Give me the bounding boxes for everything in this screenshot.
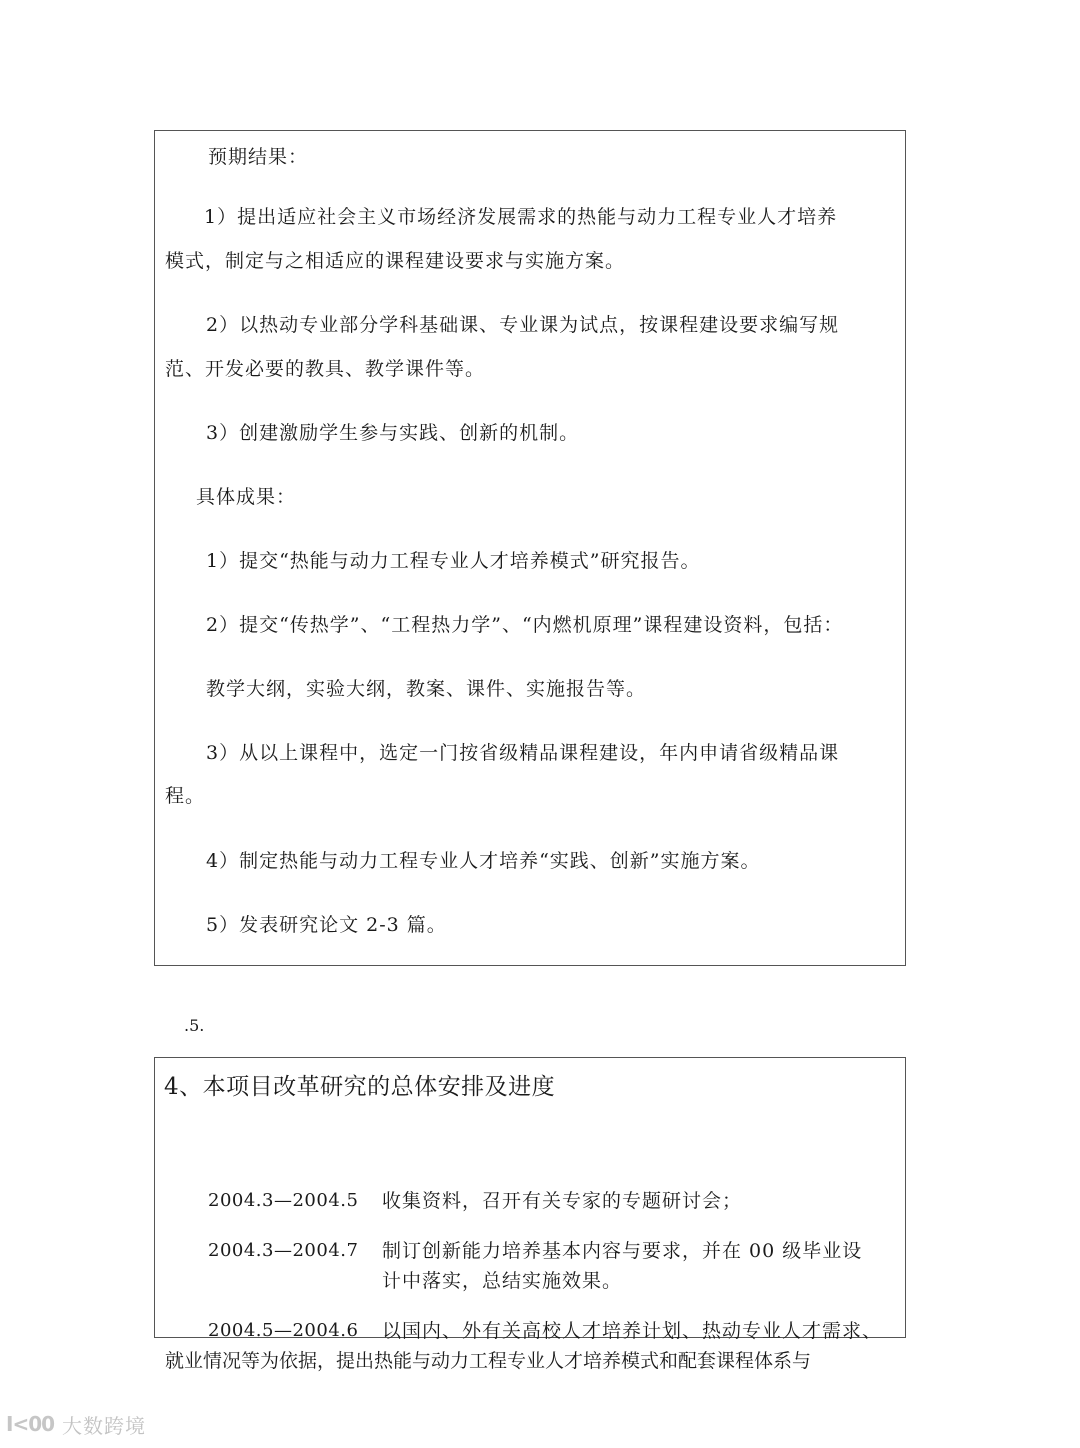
concrete-results-heading: 具体成果：: [196, 486, 297, 508]
concrete-item-3-line-1: 3）从以上课程中，选定一门按省级精品课程建设，年内申请省级精品课: [206, 742, 840, 764]
schedule-heading: 4、本项目改革研究的总体安排及进度: [164, 1074, 556, 1100]
concrete-item-4: 4）制定热能与动力工程专业人才培养“实践、创新”实施方案。: [206, 850, 761, 872]
schedule-item-3-date: 2004.5—2004.6: [208, 1320, 359, 1341]
schedule-item-2-text-line-2: 计中落实，总结实施效果。: [382, 1270, 623, 1292]
schedule-item-2-text-line-1: 制订创新能力培养基本内容与要求，并在 00 级毕业设: [382, 1240, 863, 1262]
concrete-item-3-line-2: 程。: [165, 785, 206, 807]
expected-item-1-line-2: 模式，制定与之相适应的课程建设要求与实施方案。: [165, 250, 626, 272]
schedule-item-2-date: 2004.3—2004.7: [208, 1240, 359, 1261]
concrete-item-2-line-1: 2）提交“传热学”、“工程热力学”、“内燃机原理”课程建设资料，包括：: [206, 614, 844, 636]
schedule-item-1-date: 2004.3—2004.5: [208, 1190, 359, 1211]
schedule-item-1-text: 收集资料，召开有关专家的专题研讨会；: [382, 1190, 743, 1212]
watermark-logo-icon: I<00: [6, 1412, 55, 1436]
expected-item-3: 3）创建激励学生参与实践、创新的机制。: [206, 422, 580, 444]
schedule-item-3-text-line-2: 就业情况等为依据，提出热能与动力工程专业人才培养模式和配套课程体系与: [165, 1350, 812, 1372]
watermark-text: 大数跨境: [62, 1413, 147, 1438]
page-number: .5.: [184, 1016, 205, 1035]
watermark: [6, 1410, 146, 1438]
concrete-item-1: 1）提交“热能与动力工程专业人才培养模式”研究报告。: [206, 550, 701, 572]
schedule-item-3-text-line-1: 以国内、外有关高校人才培养计划、热动专业人才需求、: [382, 1320, 883, 1342]
concrete-item-5: 5）发表研究论文 2-3 篇。: [206, 914, 447, 936]
expected-item-2-line-1: 2）以热动专业部分学科基础课、专业课为试点，按课程建设要求编写规: [206, 314, 840, 336]
expected-results-heading: 预期结果：: [208, 146, 309, 168]
expected-item-1-line-1: 1）提出适应社会主义市场经济发展需求的热能与动力工程专业人才培养: [204, 206, 838, 228]
expected-item-2-line-2: 范、开发必要的教具、教学课件等。: [165, 358, 486, 380]
concrete-item-2-line-2: 教学大纲，实验大纲，教案、课件、实施报告等。: [206, 678, 647, 700]
